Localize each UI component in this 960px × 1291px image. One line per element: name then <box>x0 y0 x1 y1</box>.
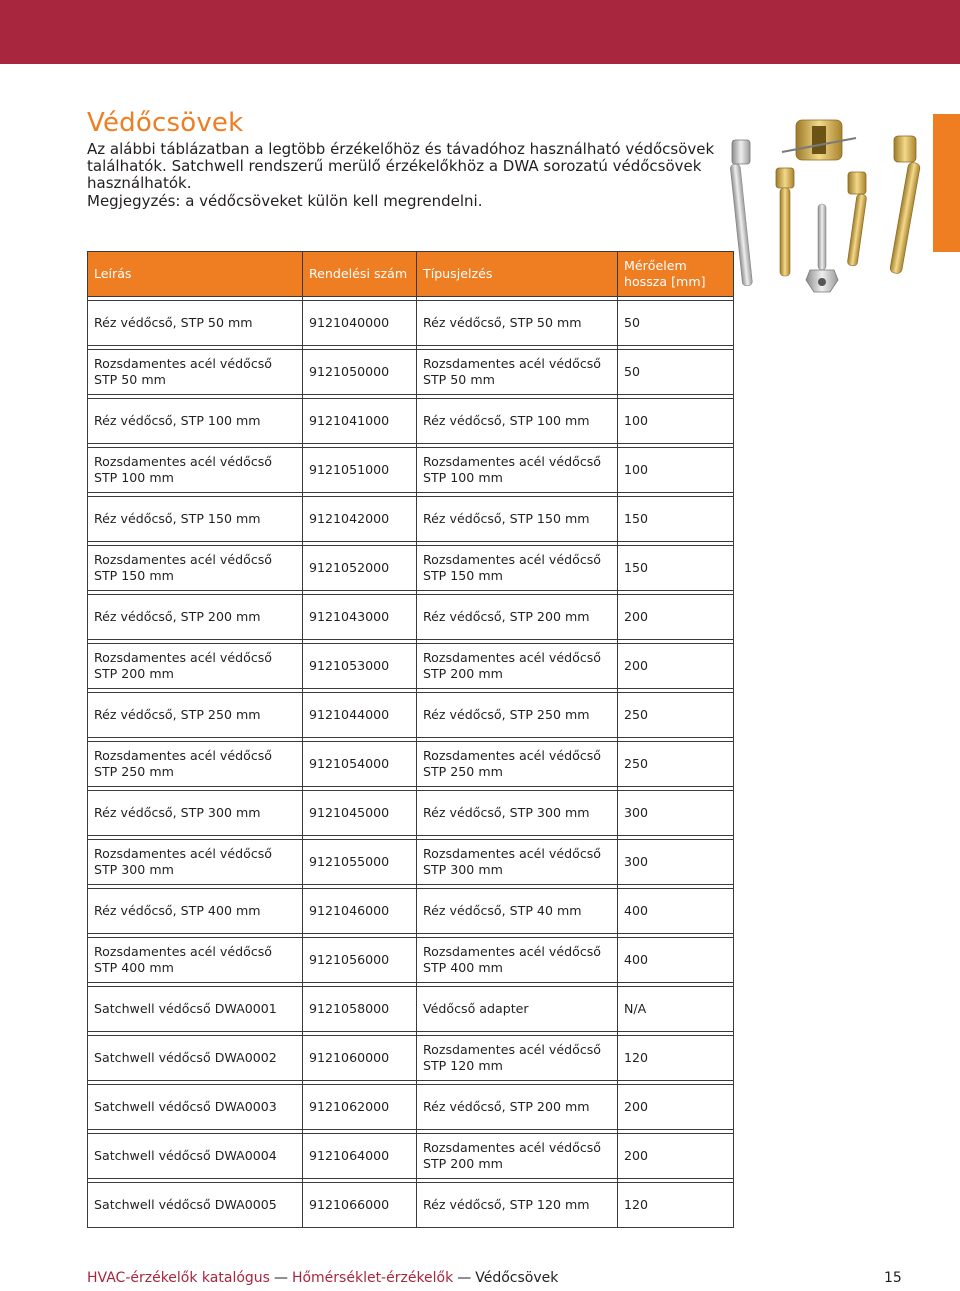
footer-crumb: Hőmérséklet-érzékelők <box>291 1270 454 1286</box>
page-number: 15 <box>884 1270 902 1286</box>
cell-order-number: 9121064000 <box>303 1134 417 1179</box>
intro-line: Az alábbi táblázatban a legtöbb érzékelőhöz és távadóhoz használható védőcsövek <box>87 140 715 158</box>
col-header-type: Típusjelzés <box>417 252 618 297</box>
cell-description: Rozsdamentes acél védőcső STP 50 mm <box>88 350 303 395</box>
cell-length: 100 <box>618 448 734 493</box>
cell-length: 200 <box>618 1085 734 1130</box>
cell-description: Réz védőcső, STP 100 mm <box>88 399 303 444</box>
cell-order-number: 9121040000 <box>303 301 417 346</box>
cell-length: 400 <box>618 938 734 983</box>
cell-length: 200 <box>618 595 734 640</box>
cell-order-number: 9121046000 <box>303 889 417 934</box>
table-row <box>88 742 734 787</box>
cell-order-number: 9121042000 <box>303 497 417 542</box>
cell-description: Satchwell védőcső DWA0004 <box>88 1134 303 1179</box>
cell-type: Réz védőcső, STP 100 mm <box>417 399 618 444</box>
cell-type: Rozsdamentes acél védőcső STP 300 mm <box>417 840 618 885</box>
cell-order-number: 9121055000 <box>303 840 417 885</box>
cell-order-number: 9121056000 <box>303 938 417 983</box>
cell-length: 120 <box>618 1183 734 1228</box>
cell-length: 200 <box>618 644 734 689</box>
cell-type: Réz védőcső, STP 250 mm <box>417 693 618 738</box>
cell-order-number: 9121062000 <box>303 1085 417 1130</box>
cell-order-number: 9121050000 <box>303 350 417 395</box>
table-row <box>88 448 734 493</box>
footer-breadcrumb <box>87 1270 558 1286</box>
cell-order-number: 9121054000 <box>303 742 417 787</box>
cell-order-number: 9121060000 <box>303 1036 417 1081</box>
footer-separator: — <box>273 1270 288 1286</box>
cell-description: Satchwell védőcső DWA0005 <box>88 1183 303 1228</box>
table-header-row <box>88 252 734 297</box>
cell-length: 400 <box>618 889 734 934</box>
intro-text <box>87 140 715 210</box>
cell-length: 50 <box>618 350 734 395</box>
cell-order-number: 9121053000 <box>303 644 417 689</box>
cell-length: 150 <box>618 497 734 542</box>
cell-length: 300 <box>618 840 734 885</box>
cell-length: N/A <box>618 987 734 1032</box>
cell-description: Satchwell védőcső DWA0002 <box>88 1036 303 1081</box>
cell-order-number: 9121041000 <box>303 399 417 444</box>
cell-order-number: 9121058000 <box>303 987 417 1032</box>
table-row <box>88 938 734 983</box>
cell-description: Réz védőcső, STP 250 mm <box>88 693 303 738</box>
table-row <box>88 399 734 444</box>
intro-line: találhatók. Satchwell rendszerű merülő érzékelőkhöz a DWA sorozatú védőcsövek <box>87 157 702 176</box>
cell-length: 150 <box>618 546 734 591</box>
cell-length: 100 <box>618 399 734 444</box>
cell-order-number: 9121052000 <box>303 546 417 591</box>
cell-length: 200 <box>618 1134 734 1179</box>
cell-type: Rozsdamentes acél védőcső STP 200 mm <box>417 644 618 689</box>
cell-type: Réz védőcső, STP 200 mm <box>417 595 618 640</box>
cell-description: Réz védőcső, STP 50 mm <box>88 301 303 346</box>
cell-type: Rozsdamentes acél védőcső STP 150 mm <box>417 546 618 591</box>
table-row <box>88 497 734 542</box>
table-row <box>88 1183 734 1228</box>
cell-type: Rozsdamentes acél védőcső STP 120 mm <box>417 1036 618 1081</box>
cell-type: Réz védőcső, STP 50 mm <box>417 301 618 346</box>
header-bar <box>0 0 960 64</box>
thermowell-table <box>87 251 734 1228</box>
cell-length: 300 <box>618 791 734 836</box>
cell-type: Rozsdamentes acél védőcső STP 200 mm <box>417 1134 618 1179</box>
cell-description: Rozsdamentes acél védőcső STP 250 mm <box>88 742 303 787</box>
cell-type: Réz védőcső, STP 120 mm <box>417 1183 618 1228</box>
cell-type: Réz védőcső, STP 200 mm <box>417 1085 618 1130</box>
cell-type: Réz védőcső, STP 300 mm <box>417 791 618 836</box>
thermowell-products-photo <box>718 112 928 300</box>
cell-type: Rozsdamentes acél védőcső STP 400 mm <box>417 938 618 983</box>
cell-type: Réz védőcső, STP 40 mm <box>417 889 618 934</box>
col-header-order-number: Rendelési szám <box>303 252 417 297</box>
table-row <box>88 1036 734 1081</box>
table-row <box>88 889 734 934</box>
cell-order-number: 9121051000 <box>303 448 417 493</box>
table-row <box>88 546 734 591</box>
footer-crumb: HVAC-érzékelők katalógus <box>87 1270 270 1286</box>
cell-length: 50 <box>618 301 734 346</box>
cell-order-number: 9121066000 <box>303 1183 417 1228</box>
cell-description: Rozsdamentes acél védőcső STP 400 mm <box>88 938 303 983</box>
intro-line: Megjegyzés: a védőcsöveket külön kell megrendelni. <box>87 191 483 210</box>
cell-type: Rozsdamentes acél védőcső STP 50 mm <box>417 350 618 395</box>
table-row <box>88 840 734 885</box>
cell-description: Réz védőcső, STP 300 mm <box>88 791 303 836</box>
cell-description: Satchwell védőcső DWA0001 <box>88 987 303 1032</box>
table-row <box>88 350 734 395</box>
cell-description: Satchwell védőcső DWA0003 <box>88 1085 303 1130</box>
cell-description: Rozsdamentes acél védőcső STP 300 mm <box>88 840 303 885</box>
cell-length: 250 <box>618 742 734 787</box>
cell-type: Rozsdamentes acél védőcső STP 100 mm <box>417 448 618 493</box>
cell-length: 250 <box>618 693 734 738</box>
table-row <box>88 791 734 836</box>
cell-description: Rozsdamentes acél védőcső STP 100 mm <box>88 448 303 493</box>
cell-length: 120 <box>618 1036 734 1081</box>
table-row <box>88 301 734 346</box>
cell-description: Rozsdamentes acél védőcső STP 200 mm <box>88 644 303 689</box>
cell-order-number: 9121044000 <box>303 693 417 738</box>
cell-description: Rozsdamentes acél védőcső STP 150 mm <box>88 546 303 591</box>
table-row <box>88 595 734 640</box>
page-title: Védőcsövek <box>87 108 244 138</box>
table-row <box>88 987 734 1032</box>
cell-type: Rozsdamentes acél védőcső STP 250 mm <box>417 742 618 787</box>
cell-order-number: 9121045000 <box>303 791 417 836</box>
footer-separator: — <box>457 1270 472 1286</box>
cell-description: Réz védőcső, STP 200 mm <box>88 595 303 640</box>
col-header-description: Leírás <box>88 252 303 297</box>
cell-type: Védőcső adapter <box>417 987 618 1032</box>
col-header-length: Mérőelem hossza [mm] <box>618 252 734 297</box>
cell-type: Réz védőcső, STP 150 mm <box>417 497 618 542</box>
intro-line: használhatók. <box>87 174 192 193</box>
cell-description: Réz védőcső, STP 150 mm <box>88 497 303 542</box>
table-row <box>88 693 734 738</box>
cell-description: Réz védőcső, STP 400 mm <box>88 889 303 934</box>
table-row <box>88 644 734 689</box>
section-tab-marker <box>933 114 960 252</box>
table-row <box>88 1134 734 1179</box>
table-row <box>88 1085 734 1130</box>
cell-order-number: 9121043000 <box>303 595 417 640</box>
footer-crumb-current: Védőcsövek <box>475 1270 559 1286</box>
